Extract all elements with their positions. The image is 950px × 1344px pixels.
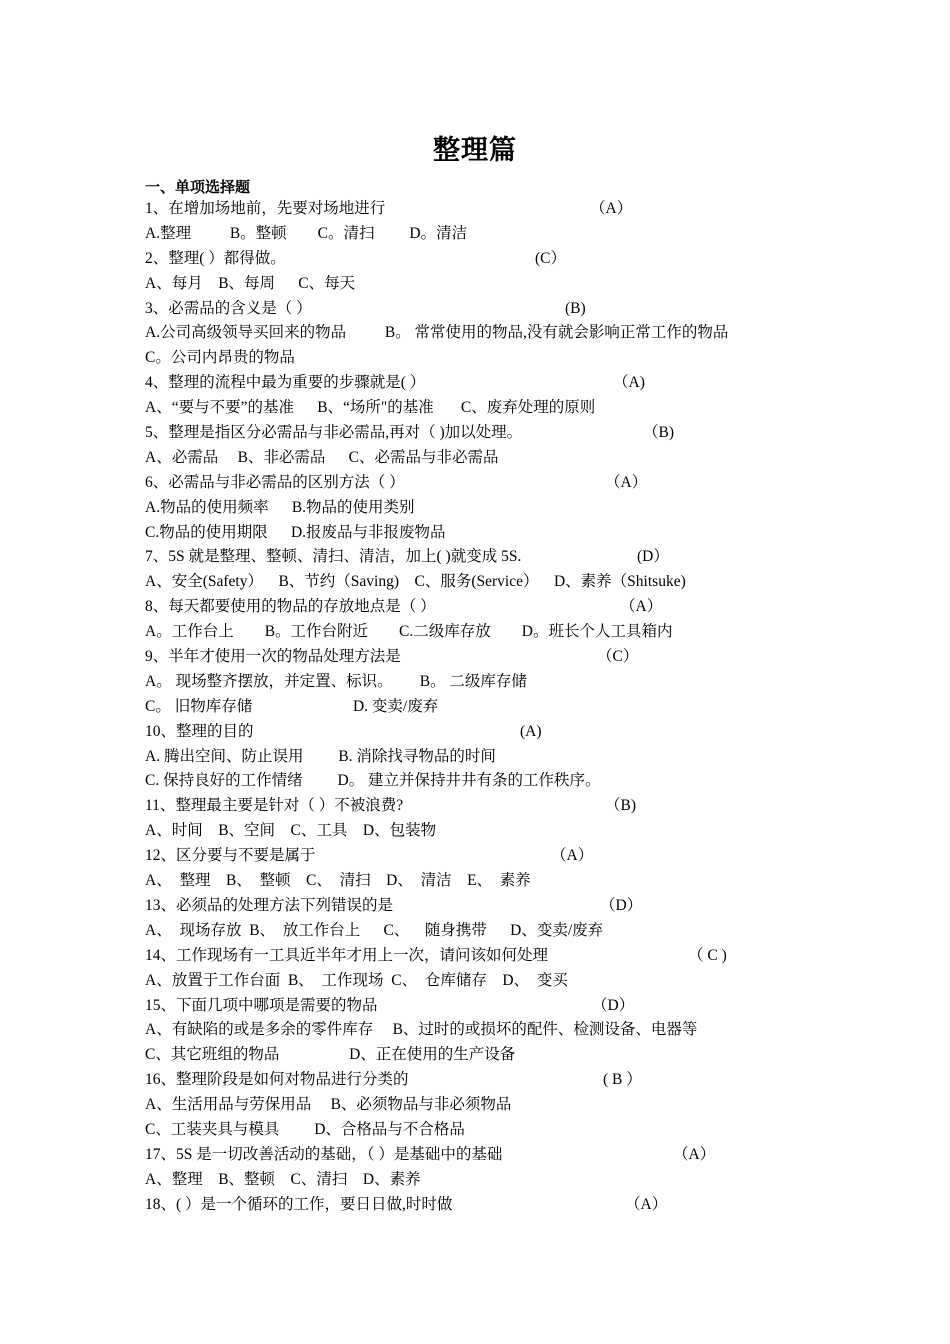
option-text: A、整理 B、整顿 C、清扫 D、素养 [145, 1170, 421, 1188]
question-line [145, 1143, 865, 1168]
answer-key: （A） [590, 200, 633, 217]
answer-key: （A） [625, 1195, 668, 1213]
option-text: A。 现场整齐摆放，并定置、标识。 B。 二级库存储 [145, 672, 527, 690]
options-line [145, 521, 865, 546]
option-text: C、其它班组的物品 D、正在使用的生产设备 [145, 1046, 516, 1064]
answer-key: （A） [605, 473, 648, 491]
options-line [145, 969, 865, 994]
question-line [145, 844, 865, 869]
option-text: A、有缺陷的或是多余的零件库存 B、过时的或损坏的配件、检测设备、电器等 [145, 1021, 698, 1039]
options-line [145, 1018, 865, 1043]
options-line [145, 496, 865, 521]
answer-key: （C） [597, 648, 639, 666]
answer-key: （A） [620, 598, 663, 616]
answer-key: (B) [565, 299, 586, 317]
option-text: A、安全(Safety） B、节约（Saving) C、服务(Service） D、素养（Shitsuke) [145, 573, 686, 591]
options-line [145, 1118, 865, 1143]
answer-key: (D） [637, 548, 669, 566]
answer-key: （A） [551, 847, 594, 865]
question-text: 3、必需品的含义是（ ） [145, 299, 312, 317]
question-text: 15、下面几项中哪项是需要的物品 [145, 996, 378, 1014]
answer-key: (A) [520, 722, 542, 740]
option-text: A、生活用品与劳保用品 B、必须物品与非必须物品 [145, 1096, 512, 1114]
question-text: 2、整理( ）都得做。 [145, 249, 286, 267]
question-text: 4、整理的流程中最为重要的步骤就是( ） [145, 374, 426, 392]
options-line [145, 222, 865, 247]
answer-key: （B) [605, 797, 637, 815]
options-line [145, 869, 865, 894]
option-text: A、时间 B、空间 C、工具 D、包装物 [145, 822, 437, 840]
option-text: C.物品的使用期限 D.报废品与非报废物品 [145, 523, 446, 541]
options-line [145, 1043, 865, 1068]
answer-key: （B) [643, 424, 675, 442]
question-text: 13、必须品的处理方法下列错误的是 [145, 896, 394, 914]
options-line [145, 570, 865, 595]
question-line [145, 894, 865, 919]
question-text: 6、必需品与非必需品的区别方法（ ） [145, 473, 405, 491]
options-line [145, 620, 865, 645]
option-text: A.公司高级领导买回来的物品 B。 常常使用的物品,没有就会影响正常工作的物品 [145, 324, 729, 342]
options-line [145, 819, 865, 844]
question-line [145, 595, 865, 620]
option-text: A、 现场存放 B、 放工作台上 C、 随身携带 D、变卖/废弃 [145, 921, 604, 939]
question-text: 1、在增加场地前，先要对场地进行 [145, 200, 386, 217]
options-line [145, 1093, 865, 1118]
answer-key: （D） [592, 996, 635, 1014]
option-text: A、 整理 B、 整顿 C、 清扫 D、 清洁 E、 素养 [145, 872, 531, 890]
question-line [145, 1068, 865, 1093]
option-text: A. 腾出空间、防止误用 B. 消除找寻物品的时间 [145, 747, 496, 765]
question-line [145, 371, 865, 396]
answer-key: （A） [673, 1145, 716, 1163]
options-line [145, 321, 865, 346]
question-line [145, 297, 865, 322]
option-text: A.物品的使用频率 B.物品的使用类别 [145, 498, 415, 516]
question-text: 5、整理是指区分必需品与非必需品,再对（ )加以处理。 [145, 424, 523, 442]
options-line [145, 272, 865, 297]
option-text: C. 保持良好的工作情绪 D。 建立并保持井井有条的工作秩序。 [145, 772, 601, 790]
option-text: C、工装夹具与模具 D、合格品与不合格品 [145, 1120, 465, 1138]
question-list [145, 197, 865, 1218]
option-text: A、每月 B、每周 C、每天 [145, 274, 356, 292]
answer-key: （A) [613, 374, 645, 392]
option-text: A。工作台上 B。工作台附近 C.二级库存放 D。班长个人工具箱内 [145, 623, 673, 641]
question-line [145, 545, 865, 570]
answer-key: （ C ) [688, 946, 727, 964]
option-text: C。 旧物库存储 D. 变卖/废弃 [145, 697, 439, 715]
question-text: 8、每天都要使用的物品的存放地点是（ ） [145, 598, 436, 616]
question-text: 16、整理阶段是如何对物品进行分类的 [145, 1071, 409, 1089]
question-line [145, 1193, 865, 1218]
options-line [145, 745, 865, 770]
options-line [145, 769, 865, 794]
options-line [145, 446, 865, 471]
options-line [145, 346, 865, 371]
option-text: A.整理 B。整顿 C。清扫 D。清洁 [145, 224, 468, 242]
options-line [145, 919, 865, 944]
answer-key: ( B ） [603, 1071, 642, 1089]
option-text: A、放置于工作台面 B、 工作现场 C、 仓库储存 D、 变买 [145, 971, 568, 989]
question-text: 17、5S 是一切改善活动的基础，（ ）是基础中的基础 [145, 1145, 503, 1163]
question-line [145, 197, 865, 222]
answer-key: (C） [535, 249, 567, 267]
options-line [145, 1168, 865, 1193]
options-line [145, 396, 865, 421]
question-text: 11、整理最主要是针对（ ）不被浪费? [145, 797, 404, 815]
question-text: 9、半年才使用一次的物品处理方法是 [145, 648, 401, 666]
question-line [145, 421, 865, 446]
question-line [145, 645, 865, 670]
question-line [145, 794, 865, 819]
option-text: C。公司内昂贵的物品 [145, 349, 295, 367]
options-line [145, 695, 865, 720]
question-text: 18、( ）是一个循环的工作，要日日做,时时做 [145, 1195, 453, 1213]
question-text: 12、区分要与不要是属于 [145, 847, 316, 865]
option-text: A、必需品 B、非必需品 C、必需品与非必需品 [145, 448, 499, 466]
answer-key: （D） [600, 896, 643, 914]
question-line [145, 471, 865, 496]
question-line [145, 720, 865, 745]
question-text: 10、整理的目的 [145, 722, 254, 740]
option-text: A、“要与不要”的基准 B、“场所"的基准 C、废弃处理的原则 [145, 399, 596, 417]
question-text: 7、5S 就是整理、整顿、清扫、清洁，加上( )就变成 5S. [145, 548, 522, 566]
section-heading: 一、单项选择题 [145, 180, 251, 196]
page-title: 整理篇 [433, 135, 517, 165]
question-line [145, 994, 865, 1019]
question-text: 14、工作现场有一工具近半年才用上一次，请问该如何处理 [145, 946, 549, 964]
question-line [145, 944, 865, 969]
question-line [145, 247, 865, 272]
options-line [145, 670, 865, 695]
